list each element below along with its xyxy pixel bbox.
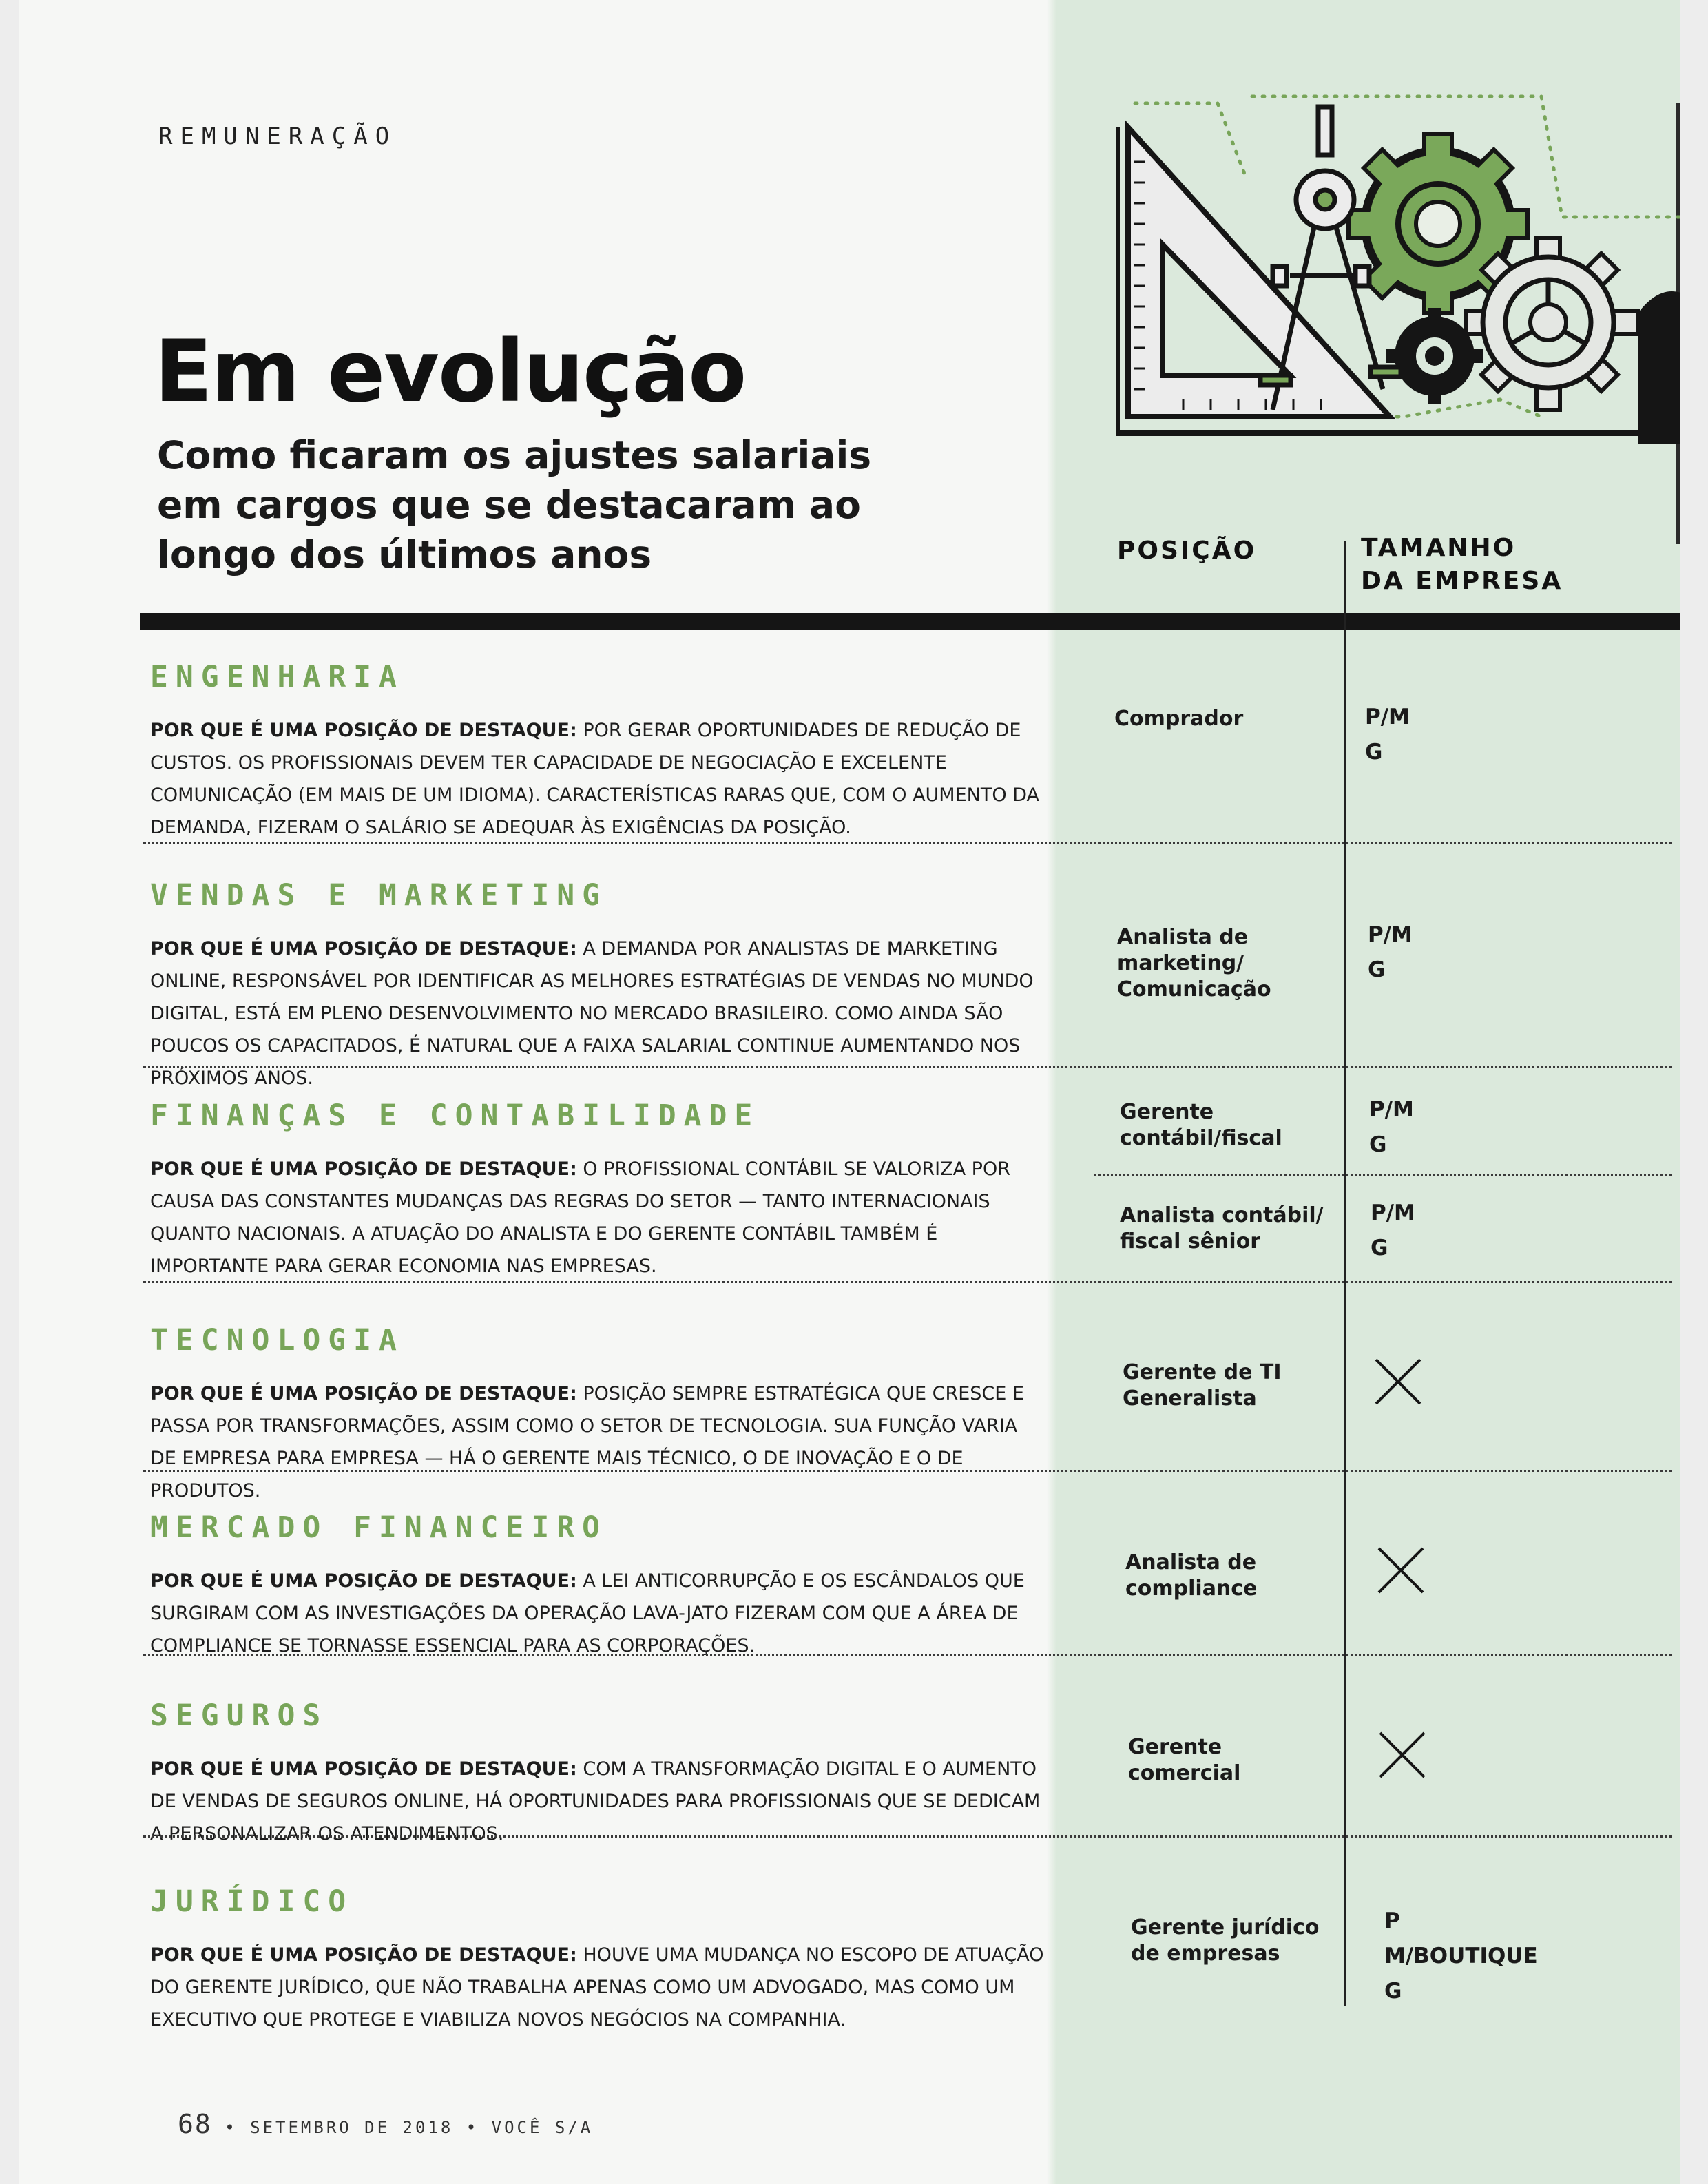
- position-cell: Comprador: [1114, 707, 1244, 731]
- why-label: POR QUE É UMA POSIÇÃO DE DESTAQUE:: [150, 1158, 577, 1180]
- cross-mark-icon: [1373, 1357, 1423, 1406]
- size-value: P/M: [1368, 922, 1413, 947]
- section-body: A LEI ANTICORRUPÇÃO E OS ESCÂNDALOS QUE SURGIRAM COM AS INVESTIGAÇÕES DA OPERAÇÃO LAVA-JATO FIZERAM COM QUE A ÁREA DE COMPLIANCE SE TORNASSE ESSENCIAL PARA AS CORPORAÇÕES.: [150, 1570, 1025, 1656]
- section-heading: TECNOLOGIA: [150, 1323, 404, 1358]
- section-body: A DEMANDA POR ANALISTAS DE MARKETING ONLINE, RESPONSÁVEL POR IDENTIFICAR AS MELHORES ESTRATÉGIAS DE VENDAS NO MUNDO DIGITAL, ESTÁ EM PLENO DESENVOLVIMENTO NO MERCADO BRASILEIRO. COMO AINDA SÃO POUCOS OS CAPACITADOS, É NATURAL QUE A FAIXA SALARIAL CONTINUE AUMENTANDO NOS PRÓXIMOS ANOS.: [150, 938, 1034, 1089]
- size-value: G: [1384, 1979, 1402, 2004]
- size-cell: [1369, 1092, 1414, 1163]
- issue-info: • SETEMBRO DE 2018 • VOCÊ S/A: [225, 2118, 594, 2137]
- section-engenharia: [150, 658, 1045, 844]
- section-heading: JURÍDICO: [150, 1884, 354, 1919]
- size-value: P/M: [1365, 705, 1410, 729]
- section-tecnologia: [150, 1321, 1045, 1507]
- table-top-rule: [140, 613, 1680, 630]
- section-text: [150, 714, 1045, 844]
- section-heading: SEGUROS: [150, 1698, 329, 1733]
- cross-mark-icon: [1376, 1546, 1426, 1595]
- size-value: G: [1365, 740, 1383, 765]
- why-label: POR QUE É UMA POSIÇÃO DE DESTAQUE:: [150, 1944, 577, 1966]
- row-separator: [143, 842, 1672, 844]
- section-financas-contabilidade: [150, 1096, 1045, 1282]
- row-separator: [143, 1835, 1672, 1838]
- section-heading: FINANÇAS E CONTABILIDADE: [150, 1099, 760, 1133]
- magazine-page: [19, 0, 1680, 2184]
- page-footer: [178, 2109, 593, 2139]
- position-cell: Gerente comercial: [1128, 1735, 1241, 1785]
- position-cell: Analista contábil/ fiscal sênior: [1120, 1203, 1324, 1254]
- column-header-company-size-line2: DA EMPRESA: [1361, 567, 1563, 595]
- section-overline: REMUNERAÇÃO: [158, 123, 397, 150]
- size-cell: [1368, 917, 1413, 988]
- engineering-illustration: [1114, 86, 1680, 451]
- row-separator: [143, 1470, 1672, 1472]
- position-cell: Gerente jurídico de empresas: [1131, 1915, 1320, 1966]
- why-label: POR QUE É UMA POSIÇÃO DE DESTAQUE:: [150, 720, 577, 741]
- size-cell: [1365, 700, 1410, 770]
- section-heading: VENDAS E MARKETING: [150, 878, 607, 913]
- position-cell: Analista de marketing/ Comunicação: [1117, 925, 1271, 1001]
- section-body: HOUVE UMA MUDANÇA NO ESCOPO DE ATUAÇÃO DO GERENTE JURÍDICO, QUE NÃO TRABALHA APENAS COMO UM ADVOGADO, MAS COMO UM EXECUTIVO QUE PROTEGE E VIABILIZA NOVOS NEGÓCIOS NA COMPANHIA.: [150, 1944, 1044, 2030]
- section-text: [150, 933, 1045, 1094]
- section-seguros: [150, 1696, 1045, 1850]
- why-label: POR QUE É UMA POSIÇÃO DE DESTAQUE:: [150, 1758, 577, 1780]
- figure-silhouette: [1638, 291, 1680, 444]
- section-vendas-marketing: [150, 876, 1045, 1094]
- why-label: POR QUE É UMA POSIÇÃO DE DESTAQUE:: [150, 938, 577, 959]
- section-body: POSIÇÃO SEMPRE ESTRATÉGICA QUE CRESCE E PASSA POR TRANSFORMAÇÕES, ASSIM COMO O SETOR DE TECNOLOGIA. SUA FUNÇÃO VARIA DE EMPRESA PARA EMPRESA — HÁ O GERENTE MAIS TÉCNICO, O DE INOVAÇÃO E O DE PRODUTOS.: [150, 1383, 1024, 1501]
- section-mercado-financeiro: [150, 1508, 1045, 1662]
- section-heading: MERCADO FINANCEIRO: [150, 1510, 607, 1545]
- section-text: [150, 1939, 1045, 2036]
- size-value: P/M: [1371, 1200, 1415, 1225]
- page-subtitle: Como ficaram os ajustes salariais em cargos que se destacaram ao longo dos últimos anos: [157, 433, 872, 576]
- row-separator: [143, 1066, 1672, 1068]
- page-number: 68: [178, 2109, 212, 2139]
- row-separator: [1094, 1174, 1672, 1176]
- size-value: M/BOUTIQUE: [1384, 1944, 1538, 1968]
- cross-mark-icon: [1377, 1730, 1427, 1780]
- section-body: COM A TRANSFORMAÇÃO DIGITAL E O AUMENTO DE VENDAS DE SEGUROS ONLINE, HÁ OPORTUNIDADES PARA PROFISSIONAIS QUE SE DEDICAM A PERSONALIZAR OS ATENDIMENTOS.: [150, 1758, 1041, 1844]
- column-header-position: POSIÇÃO: [1117, 537, 1257, 565]
- position-cell: Gerente contábil/fiscal: [1120, 1100, 1282, 1150]
- row-separator: [143, 1281, 1672, 1283]
- size-value: P: [1384, 1909, 1400, 1933]
- section-heading: ENGENHARIA: [150, 660, 404, 694]
- size-value: P/M: [1369, 1097, 1414, 1122]
- column-header-company-size: [1361, 532, 1563, 598]
- section-text: [150, 1565, 1045, 1662]
- section-body: O PROFISSIONAL CONTÁBIL SE VALORIZA POR CAUSA DAS CONSTANTES MUDANÇAS DAS REGRAS DO SETOR — TANTO INTERNACIONAIS QUANTO NACIONAIS. A ATUAÇÃO DO ANALISTA E DO GERENTE CONTÁBIL TAMBÉM É IMPORTANTE PARA GERAR ECONOMIA NAS EMPRESAS.: [150, 1158, 1010, 1277]
- section-text: [150, 1153, 1045, 1282]
- why-label: POR QUE É UMA POSIÇÃO DE DESTAQUE:: [150, 1383, 577, 1404]
- position-cell: Gerente de TI Generalista: [1123, 1360, 1282, 1411]
- row-separator: [143, 1654, 1672, 1656]
- column-divider: [1344, 541, 1346, 2006]
- why-label: POR QUE É UMA POSIÇÃO DE DESTAQUE:: [150, 1570, 577, 1592]
- section-text: [150, 1377, 1045, 1507]
- position-cell: Analista de compliance: [1125, 1550, 1258, 1601]
- page-title: Em evolução: [154, 322, 746, 422]
- section-body: POR GERAR OPORTUNIDADES DE REDUÇÃO DE CUSTOS. OS PROFISSIONAIS DEVEM TER CAPACIDADE DE NEGOCIAÇÃO E EXCELENTE COMUNICAÇÃO (EM MAIS DE UM IDIOMA). CARACTERÍSTICAS RARAS QUE, COM O AUMENTO DA DEMANDA, FIZERAM O SALÁRIO SE ADEQUAR ÀS EXIGÊNCIAS DA POSIÇÃO.: [150, 720, 1039, 838]
- size-cell: [1384, 1904, 1538, 2009]
- size-value: G: [1369, 1132, 1387, 1157]
- size-cell: [1371, 1196, 1415, 1266]
- column-header-company-size-line1: TAMANHO: [1361, 534, 1517, 562]
- size-value: G: [1368, 957, 1386, 982]
- grey-gear-icon: [1466, 238, 1638, 410]
- size-value: G: [1371, 1236, 1388, 1260]
- section-juridico: [150, 1882, 1045, 2036]
